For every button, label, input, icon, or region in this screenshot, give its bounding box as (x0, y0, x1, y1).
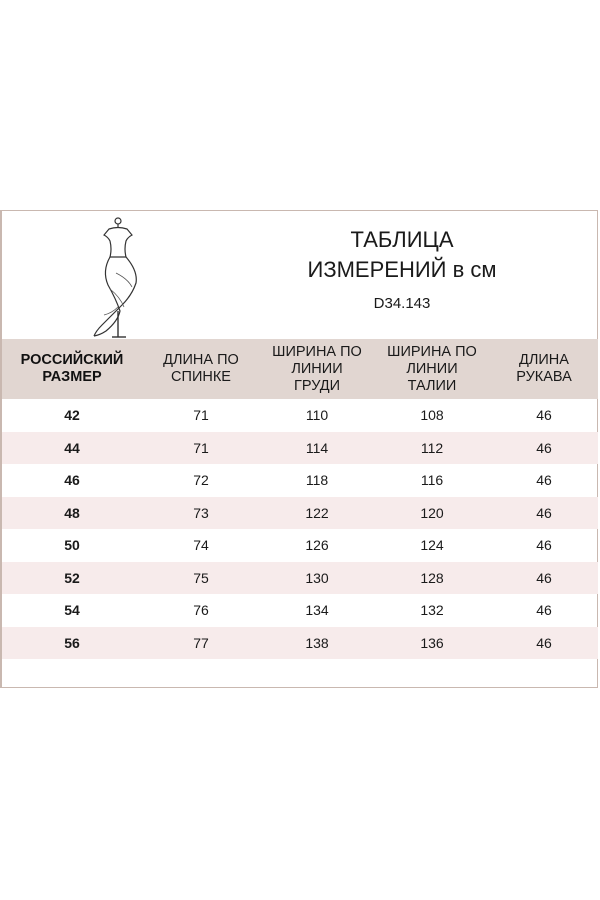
column-header-line: ГРУДИ (293, 377, 340, 394)
size-table (2, 339, 598, 659)
column-header-line: ШИРИНА ПО (272, 343, 362, 360)
measurement-cell: 116 (420, 472, 444, 489)
measurement-cell: 108 (420, 407, 444, 424)
column-header-line: ТАЛИИ (407, 377, 457, 394)
column-header-line: РУКАВА (516, 369, 572, 385)
measurement-cell: 132 (420, 602, 444, 619)
column-header (260, 344, 374, 395)
mannequin-icon (82, 215, 152, 339)
size-cell: 50 (64, 537, 80, 554)
column-header (2, 352, 142, 386)
size-cell: 52 (64, 569, 80, 586)
measurement-cell: 46 (536, 472, 552, 489)
column-header-line: ЛИНИИ (291, 360, 343, 377)
measurement-cell: 138 (305, 634, 329, 651)
column-header-line: ДЛИНА ПО (163, 352, 239, 368)
measurement-cell: 122 (305, 504, 329, 521)
table-row (2, 497, 598, 530)
measurement-cell: 46 (536, 407, 552, 424)
column-header-line: ШИРИНА ПО (387, 343, 477, 360)
table-row (2, 432, 598, 465)
measurement-cell: 46 (536, 537, 552, 554)
table-row (2, 529, 598, 562)
measurement-cell: 71 (193, 439, 209, 456)
measurement-cell: 71 (193, 407, 209, 424)
table-row (2, 562, 598, 595)
measurement-cell: 128 (420, 569, 444, 586)
column-header (374, 344, 490, 395)
size-cell: 54 (64, 602, 80, 619)
column-header-line: СПИНКЕ (171, 369, 231, 385)
table-row (2, 464, 598, 497)
measurement-cell: 76 (193, 602, 209, 619)
column-header-line: РОССИЙСКИЙ (20, 352, 124, 368)
measurement-cell: 77 (193, 634, 209, 651)
measurement-cell: 46 (536, 504, 552, 521)
measurement-cell: 46 (536, 569, 552, 586)
column-header-line: ЛИНИИ (406, 360, 458, 377)
measurement-cell: 130 (305, 569, 329, 586)
size-cell: 46 (64, 472, 80, 489)
measurement-cell: 110 (305, 407, 329, 424)
column-header-line: ДЛИНА (519, 352, 569, 368)
chart-title-line1: ТАБЛИЦА (350, 227, 454, 252)
measurement-cell: 74 (193, 537, 209, 554)
measurement-cell: 46 (536, 439, 552, 456)
measurement-cell: 124 (420, 537, 444, 554)
measurement-cell: 73 (193, 504, 209, 521)
measurement-cell: 75 (193, 569, 209, 586)
measurement-cell: 112 (420, 439, 444, 456)
size-cell: 48 (64, 504, 80, 521)
table-row (2, 399, 598, 432)
size-cell: 44 (64, 439, 80, 456)
size-chart-card (0, 210, 598, 688)
column-header-line: РАЗМЕР (42, 369, 102, 385)
size-cell: 56 (64, 634, 80, 651)
measurement-cell: 46 (536, 634, 552, 651)
table-row (2, 594, 598, 627)
column-header (490, 352, 598, 386)
measurement-cell: 118 (305, 472, 329, 489)
measurement-cell: 126 (305, 537, 329, 554)
table-row (2, 627, 598, 660)
table-header-row (2, 339, 598, 399)
column-header (142, 352, 260, 386)
measurement-cell: 72 (193, 472, 209, 489)
measurement-cell: 134 (305, 602, 329, 619)
chart-title-line2: ИЗМЕРЕНИЙ в см (307, 257, 497, 282)
chart-title (292, 225, 512, 285)
product-code: D34.143 (373, 295, 431, 312)
measurement-cell: 120 (420, 504, 444, 521)
measurement-cell: 46 (536, 602, 552, 619)
measurement-cell: 136 (420, 634, 444, 651)
size-cell: 42 (64, 407, 80, 424)
measurement-cell: 114 (305, 439, 329, 456)
